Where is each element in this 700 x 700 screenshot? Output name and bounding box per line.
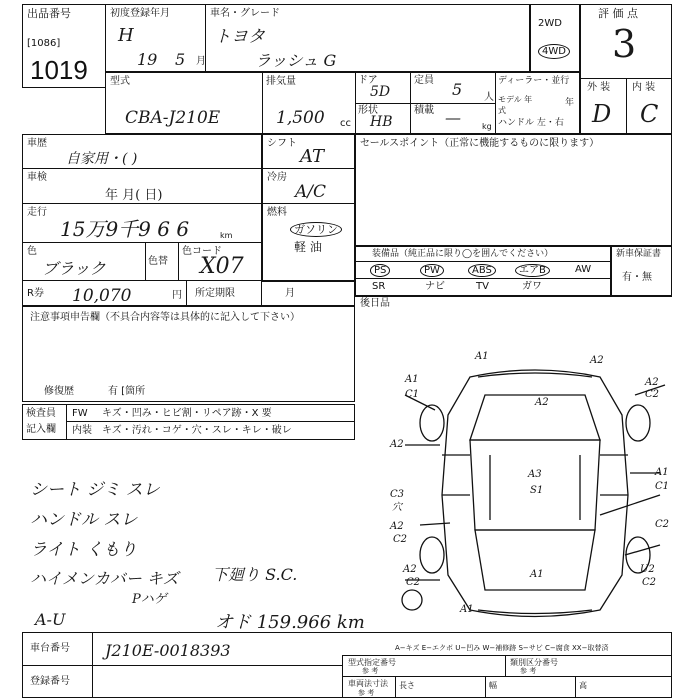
damage-mark: A3 [528,469,542,480]
recycle-expiry-month: 月 [285,288,295,299]
divider [22,168,262,169]
post-reg-label: 後日品 [360,298,390,309]
damage-mark: S1 [530,485,544,496]
equip-ps: PS [370,264,390,277]
damage-mark: A1 [475,351,489,362]
repair-value: 有 [箇所 [108,386,146,397]
sales-point-box [355,134,672,246]
damage-mark: A1 [530,569,544,580]
interior-label: 内 装 [632,82,656,93]
size-ref: 参 考 [358,689,375,697]
damage-mark: C1 [655,481,670,492]
equip-pw: PW [420,264,444,277]
repair-label: 修復歴 [44,386,74,397]
km-unit: km [220,231,233,240]
inspector-label-top: 検査員 [26,408,56,419]
damage-mark: C1 [405,389,420,400]
under-note: 下廻り S.C. [212,565,298,584]
registration-label: 登録番号 [30,676,70,687]
history-value: 自家用・( ) [66,151,138,167]
inspection-label: 車検 [27,172,47,183]
ac-value: A/C [295,182,327,202]
divider [66,421,355,422]
equip-sr: SR [372,281,386,292]
sales-point-label: セールスポイント（正常に機能するものに限ります） [360,138,600,149]
type-designation-ref: 参 考 [362,667,379,675]
era: H [118,25,134,46]
lot-label: 出品番号 [27,7,71,20]
mileage-value: 15万9千9 6 6 [60,217,190,241]
year-unit: 年 [565,98,575,108]
color-value: ブラック [42,259,106,278]
recycle-expiry-label: 所定期限 [195,288,235,299]
note-line-5: Pハゲ [132,592,167,607]
odometer-note: オド 159.966 km [215,612,365,633]
chassis-label: 車台番号 [30,643,70,654]
damage-mark: A1 [405,374,419,385]
rating-value: 3 [612,22,637,66]
equipment-label: 装備品（純正品に限り◯を囲んでください） [372,249,554,259]
damage-mark: A1 [460,604,474,615]
ac-label: 冷房 [267,172,287,183]
damage-mark: C2 [655,519,670,530]
chassis-value: J210E-0018393 [105,641,231,660]
equip-gawa: ガワ [522,281,542,292]
damage-mark: A2 [390,439,404,450]
month-unit: 月 [196,56,206,67]
divider [342,676,672,677]
divider [355,296,672,297]
divider [178,242,179,280]
category-ref: 参 考 [520,667,537,675]
inspection-value: 年 月( 日) [105,188,163,203]
model-code-label: 型式 [110,76,130,87]
divider [92,632,93,698]
car-name-label: 車名・グレード [210,8,280,19]
fuel-label: 燃料 [267,207,287,218]
divider [495,72,496,134]
load-label: 積載 [414,105,434,116]
length-label: 長さ [399,681,415,690]
body-label: 形状 [358,105,378,116]
lot-sub: [1086] [27,38,61,49]
mileage-label: 走行 [27,207,47,218]
displacement-label: 排気量 [266,76,296,87]
shift-value: AT [300,146,325,167]
note-line-2: ハンドル スレ [30,510,138,530]
drive-2wd: 2WD [538,18,562,29]
history-label: 車歴 [27,138,47,149]
divider [485,676,486,698]
divider [66,404,67,440]
model-code: CBA-J210E [125,108,221,128]
rating-label: 評 価 点 [598,7,638,20]
divider [395,676,396,698]
damage-mark: A2 [390,521,404,532]
divider [22,665,342,666]
equip-aw: AW [575,264,592,275]
color-label: 色 [27,246,37,257]
drive-4wd: 4WD [538,44,570,59]
recycle-label: R券 [27,288,44,299]
category-label: 類別区分番号 [510,658,558,667]
note-line-4: ハイメンカバー キズ [30,569,179,588]
interior-grade: C [640,100,659,128]
warranty-label: 新車保証書 [616,249,662,259]
damage-legend: A−キズ E−エクボ U−凹み W−補修跡 S−サビ C−腐食 XX−取替済 [395,644,609,652]
damage-mark: A1 [655,467,669,478]
width-label: 幅 [489,681,497,690]
reg-month: 5 [175,50,186,69]
size-label: 車両法寸法 [348,679,388,688]
inspector-label-bottom: 記入欄 [26,424,56,435]
divider [262,203,355,204]
damage-mark: C2 [406,577,421,588]
first-reg-label: 初度登録年月 [110,8,170,19]
notes-label: 注意事項申告欄（不具合内容等は具体的に記入して下さい） [30,312,300,323]
exterior-label: 外 装 [587,82,611,93]
damage-mark: A2 [403,564,417,575]
handle-label: ハンドル 左・右 [498,118,564,128]
body: HB [370,114,393,130]
maker: トヨタ [214,27,265,47]
recycle-value: 10,070 [72,286,132,306]
equip-airbag: エアB [515,264,550,277]
divider [342,655,672,656]
divider [575,676,576,698]
damage-mark: 穴 [392,502,402,513]
exterior-grade: D [592,100,612,128]
reg-year: 19 [137,50,158,69]
equip-abs: ABS [468,264,496,277]
divider [355,278,611,279]
damage-mark: A2 [645,377,659,388]
type-designation-label: 型式指定番号 [348,658,396,667]
damage-mark: C2 [645,389,660,400]
interior-items: キズ・汚れ・コゲ・穴・スレ・キレ・破レ [102,425,292,436]
model-grade: ラッシュ G [255,51,337,70]
divider [22,242,262,243]
color-code-label: 色コード [182,246,222,257]
model-year-label: モデル 年式 [498,95,533,115]
doors: 5D [370,84,391,100]
note-line-3: ライト くもり [30,540,137,560]
inspector-interior-label: 内装 [72,425,92,436]
fuel-gas: ガソリン [290,222,342,237]
equip-tv: TV [476,281,489,292]
color-code: X07 [200,254,244,279]
cc-unit: cc [340,118,351,129]
damage-mark: A2 [535,397,549,408]
drive-box [530,4,580,72]
damage-mark: C2 [642,577,657,588]
damage-mark: A2 [590,355,604,366]
capacity-label: 定員 [414,75,434,86]
fw-label: FW [72,408,88,419]
fuel-diesel: 軽 油 [294,240,322,254]
warranty-value: 有・無 [622,272,652,283]
color-change-label: 色替 [148,256,168,267]
divider [505,655,506,676]
divider [262,72,263,134]
divider [145,242,146,280]
divider [626,78,627,134]
note-line-6: A-U [35,610,66,629]
equip-navi: ナビ [425,281,445,292]
note-line-1: シート ジミ スレ [30,480,160,500]
shift-label: シフト [267,138,297,149]
capacity: 5 [452,80,463,99]
lot-number: 1019 [30,55,88,85]
doors-label: ドア [358,75,378,86]
damage-mark: U2 [640,564,655,575]
yen-unit: 円 [172,290,182,301]
load: — [445,108,461,127]
person-unit: 人 [484,92,494,103]
displacement: 1,500 [276,108,325,128]
divider [262,168,355,169]
kg-unit: kg [482,122,492,131]
dealer-label: ディーラー・並行 [498,76,570,86]
height-label: 高 [579,681,587,690]
divider [22,203,262,204]
damage-mark: C2 [393,534,408,545]
damage-mark: C3 [390,489,405,500]
divider [355,103,495,104]
fw-items: キズ・凹み・ヒビ割・リペア跡・X 要 [102,408,272,419]
divider [355,261,611,262]
